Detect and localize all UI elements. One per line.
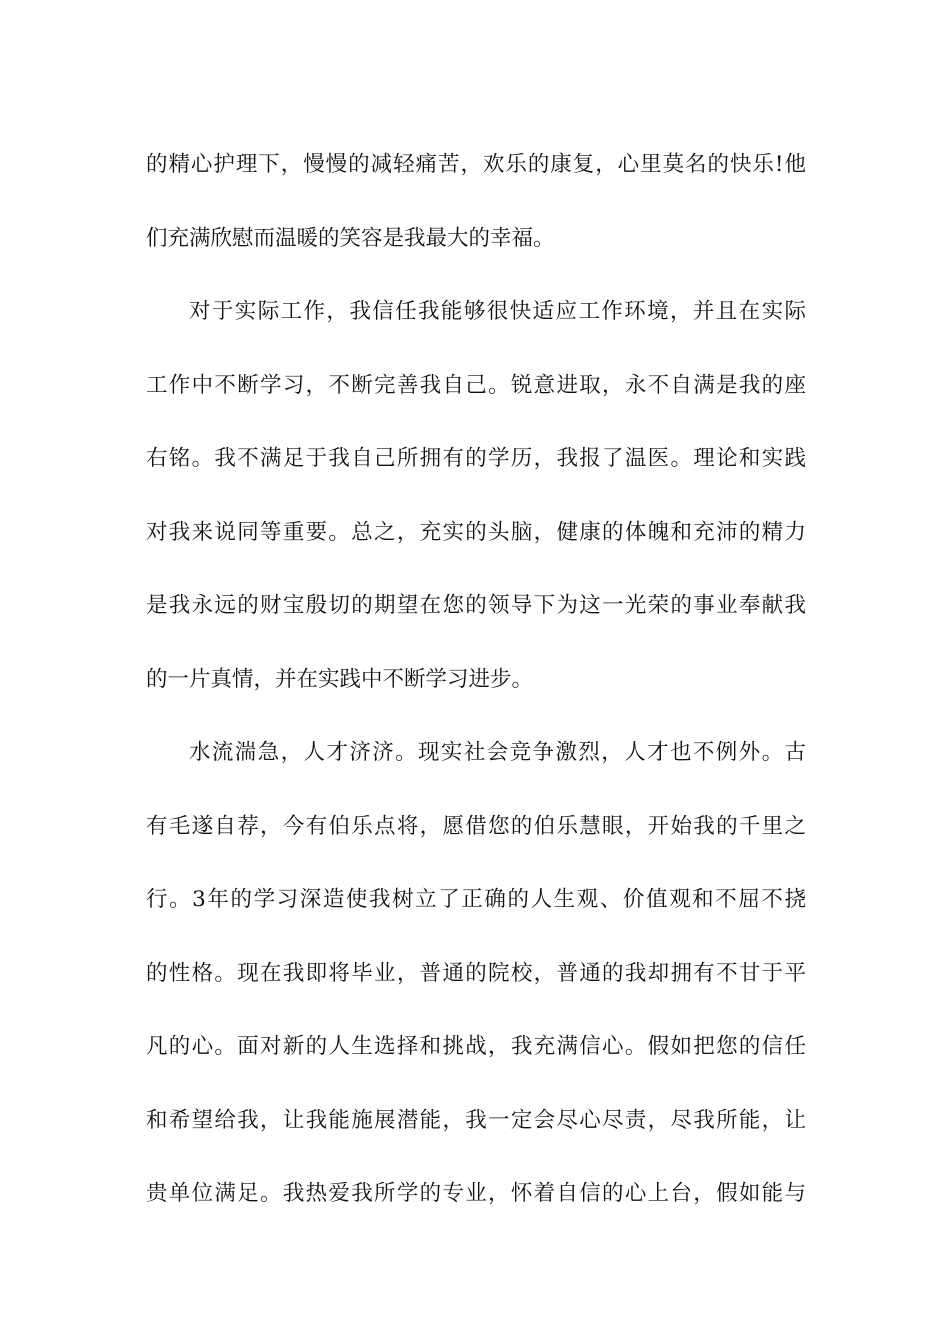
text-line-5: 右铭。我不满足于我自己所拥有的学历，我报了温医。理论和实践 xyxy=(146,446,806,471)
text-line-10: 有毛遂自荐，今有伯乐点将，愿借您的伯乐慧眼，开始我的千里之 xyxy=(146,813,806,839)
text-line-9: 水流湍急，人才济济。现实社会竞争激烈，人才也不例外。古 xyxy=(189,740,806,765)
text-line-4: 工作中不断学习，不断完善我自己。锐意进取，永不自满是我的座 xyxy=(146,372,806,398)
text-line-15: 贵单位满足。我热爱我所学的专业，怀着自信的心上台，假如能与 xyxy=(146,1181,806,1206)
text-line-13: 凡的心。面对新的人生选择和挑战，我充满信心。假如把您的信任 xyxy=(146,1034,806,1059)
text-line-8: 的一片真情，并在实践中不断学习进步。 xyxy=(146,666,534,692)
text-line-7: 是我永远的财宝殷切的期望在您的领导下为这一光荣的事业奉献我 xyxy=(146,593,806,618)
text-line-12: 的性格。现在我即将毕业，普通的院校，普通的我却拥有不甘于平 xyxy=(146,960,806,986)
text-line-11: 行。3年的学习深造使我树立了正确的人生观、价值观和不屈不挠 xyxy=(146,887,806,912)
body-text xyxy=(146,128,806,1231)
text-line-14: 和希望给我，让我能施展潜能，我一定会尽心尽责，尽我所能，让 xyxy=(146,1107,806,1133)
text-line-2: 们充满欣慰而温暖的笑容是我最大的幸福。 xyxy=(146,225,555,251)
text-line-6: 对我来说同等重要。总之，充实的头脑，健康的体魄和充沛的精力 xyxy=(146,519,806,545)
text-line-3: 对于实际工作，我信任我能够很快适应工作环境，并且在实际 xyxy=(189,299,806,324)
text-line-1: 的精心护理下，慢慢的减轻痛苦，欢乐的康复，心里莫名的快乐!他 xyxy=(146,152,806,177)
